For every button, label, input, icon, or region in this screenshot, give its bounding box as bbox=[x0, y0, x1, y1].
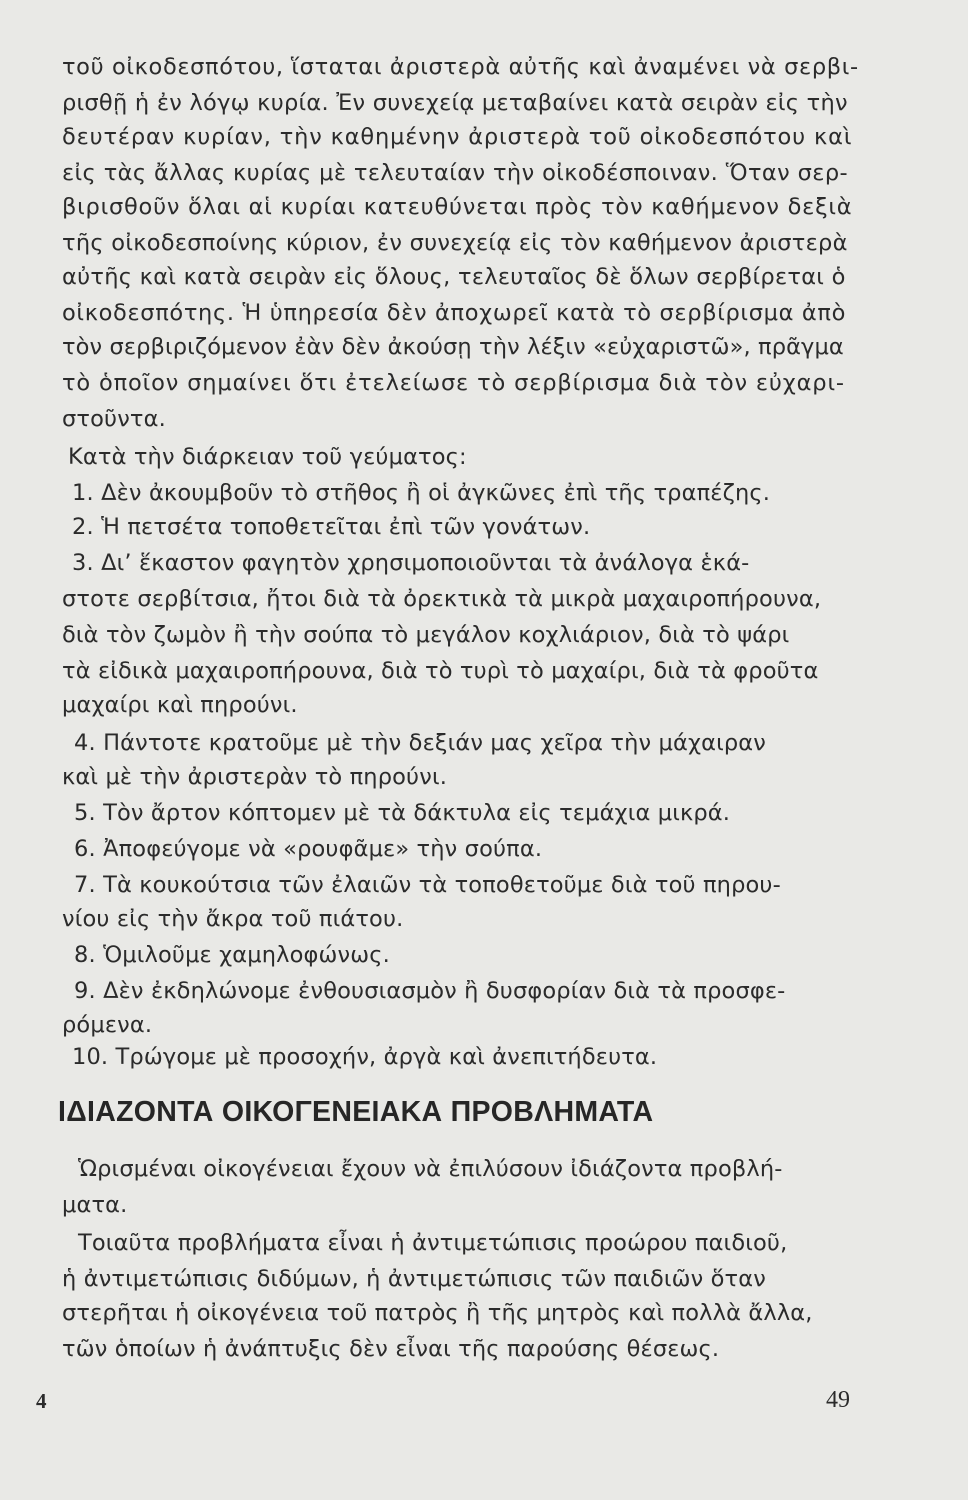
text-line: στερῆται ἡ οἰκογένεια τοῦ πατρὸς ἢ τῆς μητρὸς καὶ πολλὰ ἄλλα, bbox=[62, 1300, 813, 1326]
page-number: 49 bbox=[826, 1387, 850, 1413]
text-line: αὐτῆς καὶ κατὰ σειρὰν εἰς ὅλους, τελευταῖος δὲ ὅλων σερβίρεται ὁ bbox=[62, 264, 846, 290]
list-item: 5. Τὸν ἄρτον κόπτομεν μὲ τὰ δάκτυλα εἰς τεμάχια μικρά. bbox=[74, 800, 731, 826]
list-item: 8. Ὁμιλοῦμε χαμηλοφώνως. bbox=[74, 942, 390, 968]
text-line: Τοιαῦτα προβλήματα εἶναι ἡ ἀντιμετώπισις προώρου παιδιοῦ, bbox=[78, 1230, 788, 1256]
text-line: τῶν ὁποίων ἡ ἀνάπτυξις δὲν εἶναι τῆς παρούσης θέσεως. bbox=[62, 1336, 720, 1362]
text-line: τὸ ὁποῖον σημαίνει ὅτι ἐτελείωσε τὸ σερβίρισμα διὰ τὸν εὐχαρι- bbox=[62, 370, 845, 396]
text-line: τὰ εἰδικὰ μαχαιροπήρουνα, διὰ τὸ τυρὶ τὸ μαχαίρι, διὰ τὰ φροῦτα bbox=[62, 658, 819, 684]
text-line: ρισθῇ ἡ ἐν λόγῳ κυρία. Ἐν συνεχείᾳ μεταβαίνει κατὰ σειρὰν εἰς τὴν bbox=[62, 90, 848, 116]
text-line: ματα. bbox=[62, 1192, 128, 1218]
text-line: Κατὰ τὴν διάρκειαν τοῦ γεύματος: bbox=[68, 444, 467, 470]
text-line: τῆς οἰκοδεσποίνης κύριον, ἐν συνεχείᾳ εἰς τὸν καθήμενον ἀριστερὰ bbox=[62, 230, 848, 256]
text-line: δευτέραν κυρίαν, τὴν καθημένην ἀριστερὰ τοῦ οἰκοδεσπότου καὶ bbox=[62, 124, 853, 150]
text-line: Ὡρισμέναι οἰκογένειαι ἔχουν νὰ ἐπιλύσουν ἰδιάζοντα προβλή- bbox=[78, 1156, 783, 1182]
list-item: 6. Ἀποφεύγομε νὰ «ρουφᾶμε» τὴν σούπα. bbox=[74, 836, 543, 862]
text-line: βιρισθοῦν ὅλαι αἱ κυρίαι κατευθύνεται πρὸς τὸν καθήμενον δεξιὰ bbox=[62, 194, 853, 220]
text-line: στοῦντα. bbox=[62, 406, 166, 432]
text-line: καὶ μὲ τὴν ἀριστερὰν τὸ πηρούνι. bbox=[62, 764, 448, 790]
text-line: ἡ ἀντιμετώπισις διδύμων, ἡ ἀντιμετώπισις τῶν παιδιῶν ὅταν bbox=[62, 1266, 766, 1292]
text-line: οἰκοδεσπότης. Ἡ ὑπηρεσία δὲν ἀποχωρεῖ κατὰ τὸ σερβίρισμα ἀπὸ bbox=[62, 300, 847, 326]
text-line: τοῦ οἰκοδεσπότου, ἵσταται ἀριστερὰ αὐτῆς καὶ ἀναμένει νὰ σερβι- bbox=[62, 54, 859, 80]
section-heading: ΙΔΙΑΖΟΝΤΑ ΟΙΚΟΓΕΝΕΙΑΚΑ ΠΡΟΒΛΗΜΑΤΑ bbox=[58, 1096, 654, 1128]
text-line: τὸν σερβιριζόμενον ἐὰν δὲν ἀκούσῃ τὴν λέξιν «εὐχαριστῶ», πρᾶγμα bbox=[62, 334, 844, 360]
list-item: 7. Τὰ κουκούτσια τῶν ἐλαιῶν τὰ τοποθετοῦμε διὰ τοῦ πηρου- bbox=[74, 872, 781, 898]
list-item: 10. Τρώγομε μὲ προσοχήν, ἀργὰ καὶ ἀνεπιτήδευτα. bbox=[72, 1044, 658, 1070]
list-item: 9. Δὲν ἐκδηλώνομε ἐνθουσιασμὸν ἢ δυσφορίαν διὰ τὰ προσφε- bbox=[74, 978, 786, 1004]
list-item: 2. Ἡ πετσέτα τοποθετεῖται ἐπὶ τῶν γονάτων. bbox=[72, 514, 591, 540]
text-line: νίου εἰς τὴν ἄκρα τοῦ πιάτου. bbox=[62, 906, 404, 932]
text-line: στοτε σερβίτσια, ἤτοι διὰ τὰ ὀρεκτικὰ τὰ μικρὰ μαχαιροπήρουνα, bbox=[62, 586, 822, 612]
text-line: ρόμενα. bbox=[62, 1012, 153, 1038]
text-line: διὰ τὸν ζωμὸν ἢ τὴν σούπα τὸ μεγάλον κοχλιάριον, διὰ τὸ ψάρι bbox=[62, 622, 790, 648]
text-line: εἰς τὰς ἄλλας κυρίας μὲ τελευταίαν τὴν οἰκοδέσποιναν. Ὅταν σερ- bbox=[62, 160, 849, 186]
signature-mark: 4 bbox=[36, 1389, 47, 1413]
list-item: 3. Δι’ ἕκαστον φαγητὸν χρησιμοποιοῦνται τὰ ἀνάλογα ἑκά- bbox=[72, 550, 750, 576]
list-item: 4. Πάντοτε κρατοῦμε μὲ τὴν δεξιάν μας χεῖρα τὴν μάχαιραν bbox=[74, 730, 766, 756]
text-line: μαχαίρι καὶ πηρούνι. bbox=[62, 692, 298, 718]
list-item: 1. Δὲν ἀκουμβοῦν τὸ στῆθος ἢ οἱ ἀγκῶνες ἐπὶ τῆς τραπέζης. bbox=[72, 480, 771, 506]
